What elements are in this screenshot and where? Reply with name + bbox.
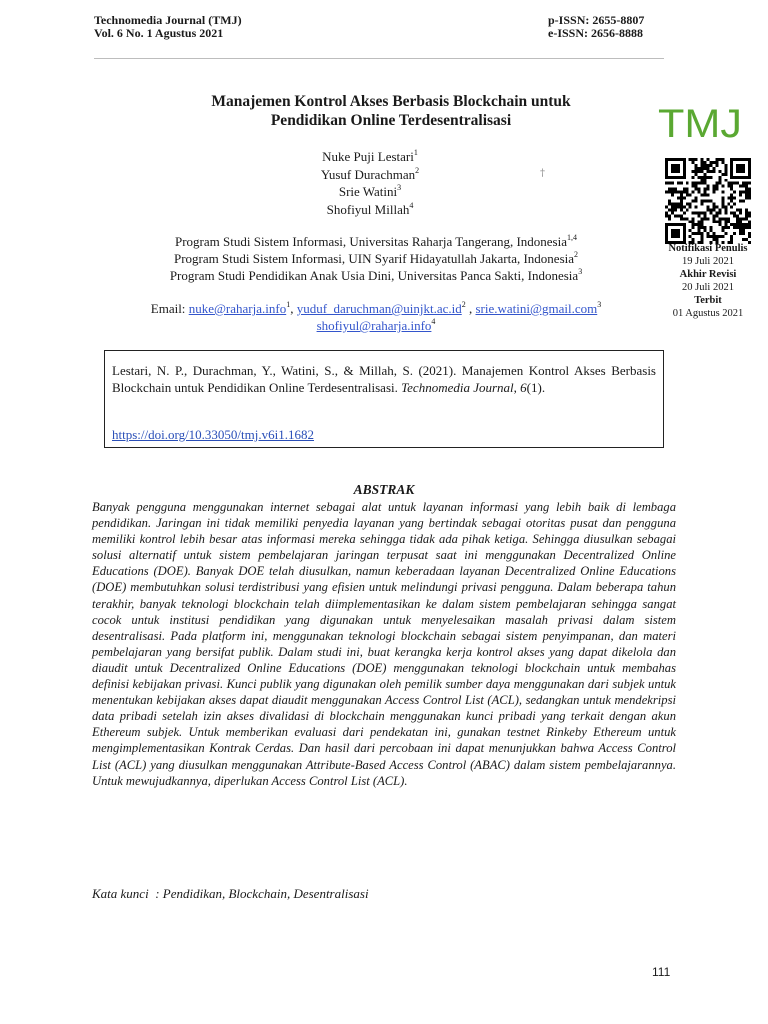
email-link[interactable]: yuduf_daruchman@uinjkt.ac.id — [296, 301, 462, 316]
affiliation-list — [96, 233, 656, 284]
affiliation: Program Studi Pendidikan Anak Usia Dini, Universitas Panca Sakti, Indonesia$^3$ — [169, 267, 583, 283]
notification-dates — [660, 242, 756, 320]
email-block: Email: nuke@raharja.info$^1$, $yuduf\_daruchman@uinjkt.ac.id^2$ , srie.watini@gmail.com$^3$ shofiyul@raharja.info$^4$ — [150, 300, 602, 333]
journal-header — [94, 14, 242, 40]
keywords-label: Kata kunci — [92, 886, 149, 901]
pissn: p-ISSN: 2655-8807 — [548, 13, 645, 27]
abstract-body: Banyak pengguna menggunakan internet sebagai alat untuk layanan informasi yang lebih baik di lembaga pendidikan. Jaringan ini tidak memiliki penyedia layanan yang bertindak sebagai otoritas pusat dan pengguna memiliki kontrol lebih besar atas informasi mereka sehingga tidak ada pihak ketiga. Sehingga diusulkan sebagai solusi alternatif untuk sistem pembelajaran jaringan terpusat saat ini menggunakan Decentralized Online Educations (DOE). Banyak DOE telah diusulkan, namun keberadaan layanan Decentralized Online Educations (DOE) membutuhkan solusi terdistribusi yang efisien untuk melindungi privasi pengguna. Dalam beberapa tahun terakhir, banyak teknologi blockchain telah diimplementasikan ke dalam sistem pembelajaran sehingga sangat cocok untuk institusi pendidikan yang digunakan untuk menyelesaikan masalah privasi dalam sistem desentralisasi. Pada platform ini, menggunakan teknologi blockchain sebagai sistem penyimpanan, dan materi pembelajaran yang bersifat publik. Dalam studi ini, buat kerangka kerja kontrol akses yang dapat dikelola dan diaudit untuk Decentralized Online Educations (DOE) menggunakan teknologi blockchain untuk membahas definisi kebijakan privasi. Kunci publik yang digunakan oleh pemilik sumber daya menggunakan dari subjek untuk menentukan kebijakan akses dapat diaudit menggunakan Access Control List (ACL), sedangkan untuk mendekripsi data pribadi setelah izin akses divalidasi di blockchain menggunakan kunci pribadi yang terkait dengan akun Ethereum subjek. Untuk memberikan evaluasi dari pendekatan ini, gunakan testnet Rinkeby Ethereum untuk mengimplementasikan Kontrak Cerdas. Dan hasil dari percobaan ini dapat menunjukkan bahwa Access Control List (ACL) yang diusulkan menggunakan Attribute-Based Access Control (ABAC) dalam sistem pembelajarannya. Untuk mewujudkannya, diperlukan Access Control List (ACL). — [92, 500, 676, 788]
revisi-date: 20 Juli 2021 — [682, 282, 734, 293]
affiliation: Program Studi Sistem Informasi, Universitas Raharja Tangerang, Indonesia$^{1,4}$ — [174, 233, 578, 249]
title-line-2: Pendidikan Online Terdesentralisasi — [270, 112, 512, 129]
terbit-date: 01 Agustus 2021 — [672, 308, 744, 319]
author: Yusuf Durachman$^2$ — [320, 165, 420, 182]
notif-label: Notifikasi Penulis — [668, 243, 748, 254]
keywords-list: Pendidikan, Blockchain, Desentralisasi — [162, 886, 369, 901]
pin-icon: † — [540, 168, 545, 179]
citation-journal: Technomedia Journal — [401, 380, 514, 395]
email-link[interactable]: srie.watini@gmail.com — [475, 301, 598, 316]
title-line-1: Manajemen Kontrol Akses Berbasis Blockchain untuk — [211, 93, 571, 110]
email-link[interactable]: shofiyul@raharja.info — [316, 318, 432, 333]
citation-text: Lestari, N. P., Durachman, Y., Watini, S., & Millah, S. (2021). Manajemen Kontrol Akses Berbasis Blockchain untuk Pendidikan Online Terdesentralisasi. Technomedia Journal, 6(1). — [112, 363, 656, 395]
qr-code — [665, 158, 751, 244]
journal-volume: Vol. 6 No. 1 Agustus 2021 — [94, 26, 224, 40]
notif-date: 19 Juli 2021 — [682, 256, 734, 267]
author: Shofiyul Millah$^4$ — [326, 200, 414, 217]
tmj-logo-text: TMJ — [658, 102, 742, 144]
eissn: e-ISSN: 2656-8888 — [548, 26, 643, 40]
terbit-label: Terbit — [694, 295, 722, 306]
header-divider — [94, 58, 664, 59]
affiliation: Program Studi Sistem Informasi, UIN Syarif Hidayatullah Jakarta, Indonesia$^2$ — [173, 250, 579, 266]
citation-volume: 6 — [520, 380, 527, 395]
email-label: Email: — [150, 301, 186, 316]
page-number: 111 — [652, 965, 671, 979]
issn-block — [548, 14, 644, 40]
doi-link[interactable]: https://doi.org/10.33050/tmj.v6i1.1682 — [112, 427, 314, 442]
keywords: Kata kunci : Pendidikan, Blockchain, Desentralisasi — [92, 886, 369, 901]
qr-code-modules — [665, 158, 751, 244]
abstract-heading: ABSTRAK — [353, 482, 415, 497]
paper-title — [140, 92, 642, 130]
author: Srie Watini$^3$ — [338, 183, 402, 199]
tmj-logo — [658, 100, 742, 144]
author: Nuke Puji Lestari$^1$ — [322, 148, 418, 164]
author-list — [250, 148, 490, 218]
revisi-label: Akhir Revisi — [679, 269, 737, 280]
journal-name: Technomedia Journal (TMJ) — [94, 13, 242, 27]
email-link[interactable]: nuke@raharja.info — [188, 301, 287, 316]
